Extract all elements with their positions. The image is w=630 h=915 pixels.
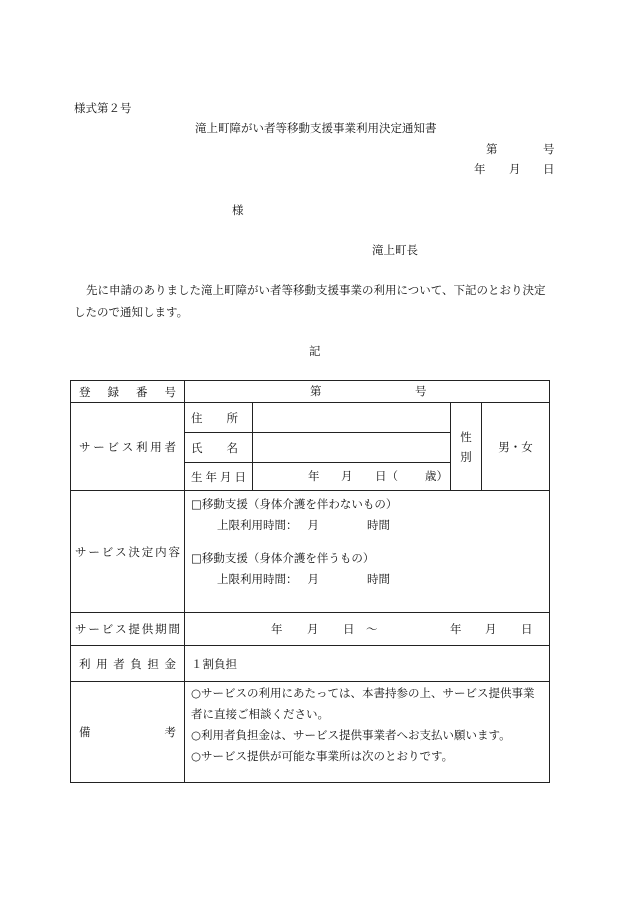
- period-month2: 月: [485, 622, 497, 636]
- address-label: 住所: [185, 403, 253, 433]
- option-without-care[interactable]: □移動支援（身体介護を伴わないもの）: [191, 497, 398, 511]
- sex-label-text: 性別: [460, 429, 472, 464]
- period-month1: 月: [307, 622, 319, 636]
- period-year2: 年: [450, 622, 462, 636]
- remarks-value: [185, 682, 550, 783]
- date-month: 月: [509, 162, 521, 176]
- burden-label: 利用者負担金: [71, 646, 185, 682]
- service-decision-label: サービス決定内容: [71, 491, 185, 613]
- option-with-care[interactable]: □移動支援（身体介護を伴うもの）: [191, 551, 375, 565]
- burden-value: １割負担: [185, 646, 550, 682]
- birth-day: 日（: [375, 469, 398, 483]
- address-row: [71, 403, 550, 433]
- period-value[interactable]: [185, 613, 550, 646]
- service-decision-value: [185, 491, 550, 613]
- period-day1: 日: [343, 622, 355, 636]
- limit-1-month: 月: [307, 518, 319, 532]
- remark-item: ○サービス提供が可能な事業所は次のとおりです。: [191, 749, 454, 763]
- limit-1-hours: 時間: [367, 518, 390, 532]
- doc-number-prefix: 第: [486, 142, 498, 156]
- registration-label: 登録番号: [71, 381, 185, 403]
- limit-1-label: 上限利用時間：: [217, 518, 298, 532]
- birth-age: 歳）: [425, 469, 448, 483]
- limit-2-month: 月: [307, 572, 319, 586]
- birth-year: 年: [308, 469, 320, 483]
- registration-go: 号: [415, 384, 427, 398]
- period-year1: 年: [271, 622, 283, 636]
- addressee-suffix: 様: [232, 203, 244, 217]
- limit-2-hours: 時間: [367, 572, 390, 586]
- decision-table: [70, 380, 550, 783]
- limit-2: [191, 569, 543, 590]
- name-field[interactable]: [253, 433, 451, 463]
- limit-2-label: 上限利用時間：: [217, 572, 298, 586]
- service-user-label: サービス利用者: [71, 403, 185, 491]
- birthdate-label: 生年月日: [185, 463, 253, 491]
- remarks-label: 備考: [71, 682, 185, 783]
- period-label: サービス提供期間: [71, 613, 185, 646]
- registration-row: [71, 381, 550, 403]
- remarks-row: [71, 682, 550, 783]
- remark-item: ○利用者負担金は、サービス提供事業者へお支払い願います。: [191, 728, 511, 742]
- address-field[interactable]: [253, 403, 451, 433]
- registration-value: [185, 381, 550, 403]
- period-tilde: ～: [366, 622, 378, 636]
- name-label: 氏名: [185, 433, 253, 463]
- birthdate-field[interactable]: [253, 463, 451, 491]
- date-day: 日: [543, 162, 555, 176]
- document-title: 滝上町障がい者等移動支援事業利用決定通知書: [195, 121, 437, 135]
- registration-dai: 第: [310, 384, 322, 398]
- birth-month: 月: [341, 469, 353, 483]
- sex-value[interactable]: 男・女: [482, 403, 550, 491]
- remark-item: ○サービスの利用にあたっては、本書持参の上、サービス提供事業者に直接ご相談ください。: [191, 686, 535, 721]
- sex-label: [451, 403, 482, 491]
- sender-name: 滝上町長: [372, 243, 418, 257]
- limit-1: [191, 515, 543, 536]
- body-paragraph: 先に申請のありました滝上町障がい者等移動支援事業の利用について、下記のとおり決定したので通知します。: [74, 283, 546, 319]
- period-day2: 日: [521, 622, 533, 636]
- burden-row: [71, 646, 550, 682]
- form-number: 様式第２号: [74, 101, 132, 115]
- ki-heading: 記: [309, 344, 321, 358]
- doc-number-suffix: 号: [543, 142, 555, 156]
- period-row: [71, 613, 550, 646]
- date-year: 年: [474, 162, 486, 176]
- service-decision-row: [71, 491, 550, 613]
